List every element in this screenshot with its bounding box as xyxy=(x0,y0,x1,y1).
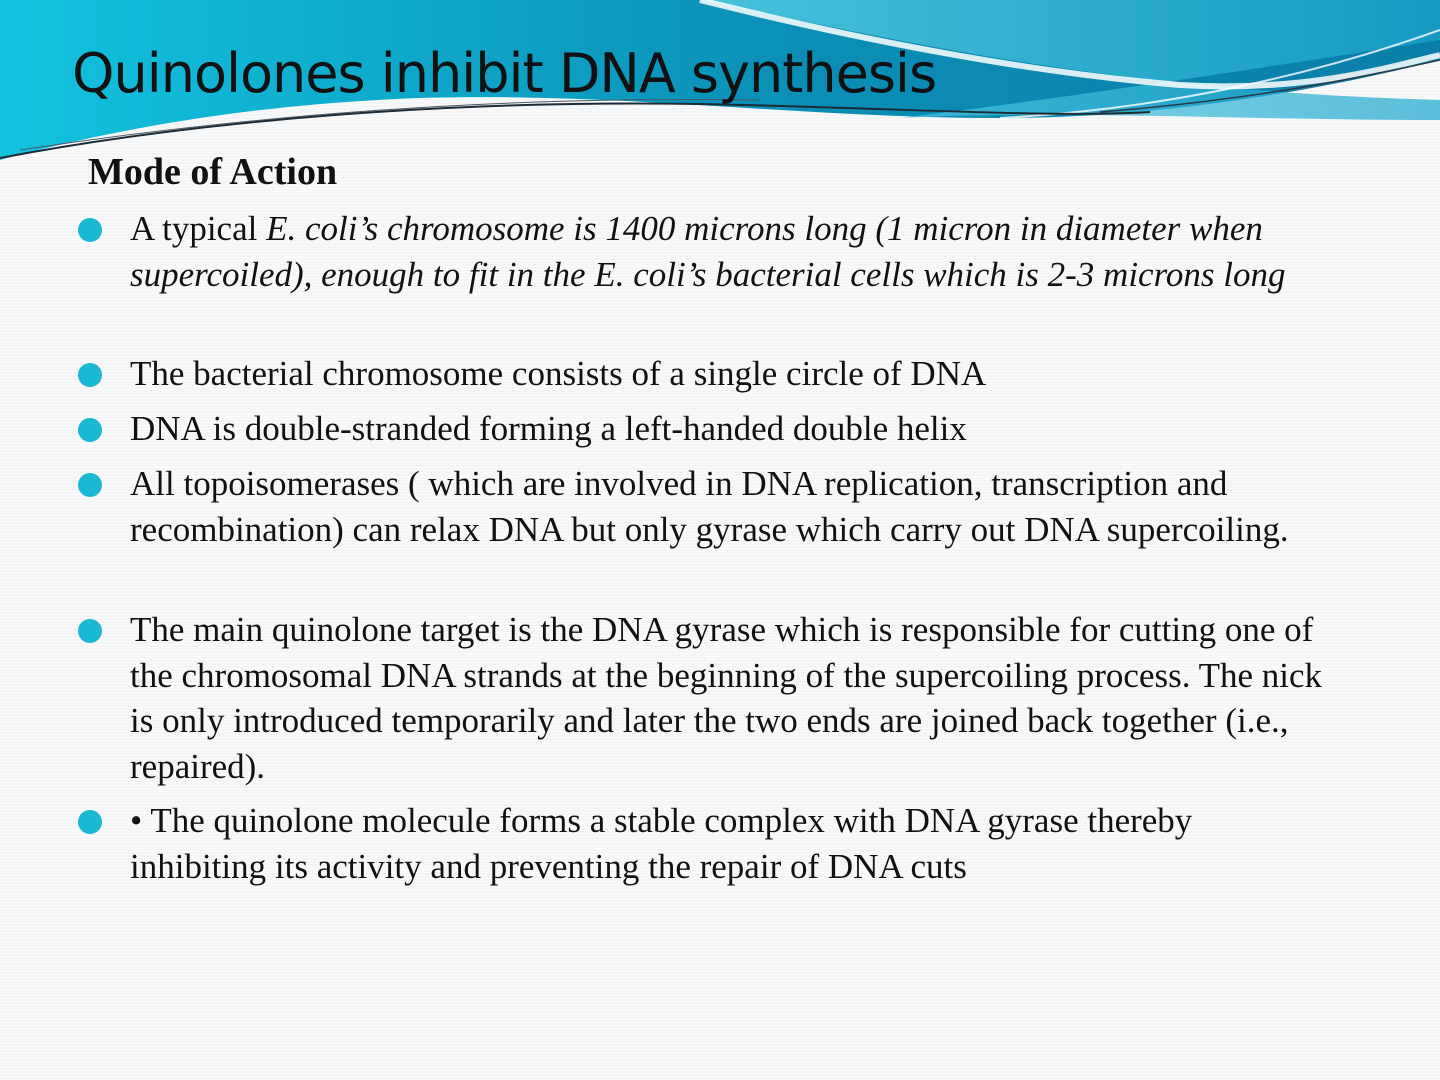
bullet-dot-icon xyxy=(78,810,102,834)
bullet-dot-icon xyxy=(78,218,102,242)
bullet-item-single-circle xyxy=(130,351,1330,397)
bullet-item-gyrase-target xyxy=(130,607,1330,789)
bullet-item-double-helix xyxy=(130,406,1330,452)
bullet-item-chromosome-length xyxy=(130,206,1330,297)
slide-title: Quinolones inhibit DNA synthesis xyxy=(72,42,937,105)
bullet-text: • The quinolone molecule forms a stable complex with DNA gyrase thereby inhibiting its activity and preventing the repair of DNA cuts xyxy=(130,801,1193,886)
bullet-text: The main quinolone target is the DNA gyrase which is responsible for cutting one of the chromosomal DNA strands at the beginning of the supercoiling process. The nick is only introduced temporarily and later the two ends are joined back together (i.e., repaired). xyxy=(130,610,1323,786)
bullet-dot-icon xyxy=(78,473,102,497)
bullet-text: DNA is double-stranded forming a left-handed double helix xyxy=(130,409,967,448)
bullet-italic-text: E. coli’s chromosome is 1400 microns long (1 micron in diameter when supercoiled), enough to fit in the E. coli’s bacterial cells which is 2-3 microns long xyxy=(130,209,1286,294)
bullet-item-stable-complex xyxy=(130,798,1330,889)
section-heading: Mode of Action xyxy=(88,151,338,193)
bullet-item-topoisomerases xyxy=(130,461,1330,552)
bullet-dot-icon xyxy=(78,363,102,387)
bullet-lead-text: A typical xyxy=(130,209,267,248)
bullet-text: All topoisomerases ( which are involved in DNA replication, transcription and recombination) can relax DNA but only gyrase which carry out DNA supercoiling. xyxy=(130,464,1289,549)
bullet-dot-icon xyxy=(78,418,102,442)
bullet-dot-icon xyxy=(78,619,102,643)
bullet-text: The bacterial chromosome consists of a single circle of DNA xyxy=(130,354,987,393)
